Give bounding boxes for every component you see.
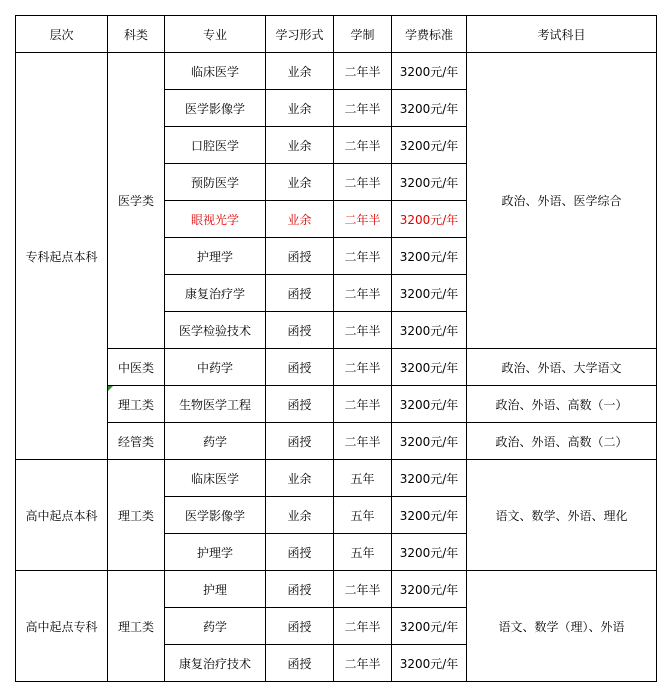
category-cell: 经管类 — [108, 423, 165, 460]
duration-cell: 五年 — [334, 534, 392, 571]
major-cell: 护理学 — [165, 534, 266, 571]
fee-cell: 3200元/年 — [392, 53, 467, 90]
exam-subjects-cell: 政治、外语、医学综合 — [467, 53, 657, 349]
study-form-cell: 业余 — [266, 164, 334, 201]
fee-cell: 3200元/年 — [392, 275, 467, 312]
duration-cell: 二年半 — [334, 423, 392, 460]
table-row — [16, 386, 657, 423]
study-form-cell: 函授 — [266, 608, 334, 645]
header-level: 层次 — [16, 16, 108, 53]
category-cell: 理工类 — [108, 460, 165, 571]
category-cell: 医学类 — [108, 53, 165, 349]
major-cell: 药学 — [165, 423, 266, 460]
duration-cell: 二年半 — [334, 386, 392, 423]
fee-cell: 3200元/年 — [392, 534, 467, 571]
fee-cell: 3200元/年 — [392, 127, 467, 164]
header-major: 专业 — [165, 16, 266, 53]
fee-cell: 3200元/年 — [392, 90, 467, 127]
fee-cell: 3200元/年 — [392, 164, 467, 201]
duration-cell: 二年半 — [334, 312, 392, 349]
duration-cell: 二年半 — [334, 90, 392, 127]
duration-cell: 二年半 — [334, 349, 392, 386]
fee-cell: 3200元/年 — [392, 460, 467, 497]
fee-table — [15, 15, 657, 682]
study-form-cell: 函授 — [266, 386, 334, 423]
study-form-cell: 函授 — [266, 423, 334, 460]
table-row — [16, 423, 657, 460]
fee-cell: 3200元/年 — [392, 238, 467, 275]
study-form-cell: 函授 — [266, 238, 334, 275]
header-fee: 学费标准 — [392, 16, 467, 53]
duration-cell: 二年半 — [334, 238, 392, 275]
duration-cell: 二年半 — [334, 275, 392, 312]
study-form-cell: 函授 — [266, 349, 334, 386]
major-cell: 生物医学工程 — [165, 386, 266, 423]
major-cell: 临床医学 — [165, 53, 266, 90]
fee-cell: 3200元/年 — [392, 423, 467, 460]
major-cell: 康复治疗技术 — [165, 645, 266, 682]
category-cell: 中医类 — [108, 349, 165, 386]
major-cell: 临床医学 — [165, 460, 266, 497]
duration-cell: 二年半 — [334, 164, 392, 201]
study-form-cell: 业余 — [266, 497, 334, 534]
major-cell: 医学检验技术 — [165, 312, 266, 349]
category-cell: 理工类 — [108, 571, 165, 682]
duration-cell: 五年 — [334, 460, 392, 497]
study-form-cell: 函授 — [266, 534, 334, 571]
study-form-cell: 业余 — [266, 90, 334, 127]
study-form-cell: 业余 — [266, 460, 334, 497]
duration-cell: 二年半 — [334, 645, 392, 682]
header-duration: 学制 — [334, 16, 392, 53]
major-cell: 护理 — [165, 571, 266, 608]
table-row — [16, 349, 657, 386]
table-row — [16, 460, 657, 497]
study-form-cell: 业余 — [266, 127, 334, 164]
table-row — [16, 571, 657, 608]
duration-cell: 二年半 — [334, 608, 392, 645]
major-cell: 医学影像学 — [165, 497, 266, 534]
duration-cell: 二年半 — [334, 201, 392, 238]
header-exam-subjects: 考试科目 — [467, 16, 657, 53]
major-cell: 护理学 — [165, 238, 266, 275]
study-form-cell: 函授 — [266, 645, 334, 682]
exam-subjects-cell: 政治、外语、大学语文 — [467, 349, 657, 386]
fee-cell: 3200元/年 — [392, 386, 467, 423]
table-row — [16, 53, 657, 90]
fee-cell: 3200元/年 — [392, 571, 467, 608]
major-cell: 康复治疗学 — [165, 275, 266, 312]
fee-cell: 3200元/年 — [392, 645, 467, 682]
header-row — [16, 16, 657, 53]
major-cell: 药学 — [165, 608, 266, 645]
major-cell: 中药学 — [165, 349, 266, 386]
duration-cell: 二年半 — [334, 127, 392, 164]
fee-cell: 3200元/年 — [392, 608, 467, 645]
fee-cell: 3200元/年 — [392, 349, 467, 386]
exam-subjects-cell: 政治、外语、高数（一） — [467, 386, 657, 423]
duration-cell: 五年 — [334, 497, 392, 534]
level-cell: 高中起点本科 — [16, 460, 108, 571]
major-cell: 医学影像学 — [165, 90, 266, 127]
major-cell: 预防医学 — [165, 164, 266, 201]
category-cell: 理工类 — [108, 386, 165, 423]
study-form-cell: 函授 — [266, 275, 334, 312]
fee-cell: 3200元/年 — [392, 312, 467, 349]
exam-subjects-cell: 语文、数学、外语、理化 — [467, 460, 657, 571]
study-form-cell: 函授 — [266, 312, 334, 349]
study-form-cell: 业余 — [266, 53, 334, 90]
study-form-cell: 业余 — [266, 201, 334, 238]
level-cell: 高中起点专科 — [16, 571, 108, 682]
level-cell: 专科起点本科 — [16, 53, 108, 460]
major-cell: 眼视光学 — [165, 201, 266, 238]
fee-cell: 3200元/年 — [392, 201, 467, 238]
exam-subjects-cell: 政治、外语、高数（二） — [467, 423, 657, 460]
header-study-form: 学习形式 — [266, 16, 334, 53]
exam-subjects-cell: 语文、数学（理）、外语 — [467, 571, 657, 682]
duration-cell: 二年半 — [334, 53, 392, 90]
major-cell: 口腔医学 — [165, 127, 266, 164]
duration-cell: 二年半 — [334, 571, 392, 608]
fee-cell: 3200元/年 — [392, 497, 467, 534]
header-category: 科类 — [108, 16, 165, 53]
study-form-cell: 函授 — [266, 571, 334, 608]
